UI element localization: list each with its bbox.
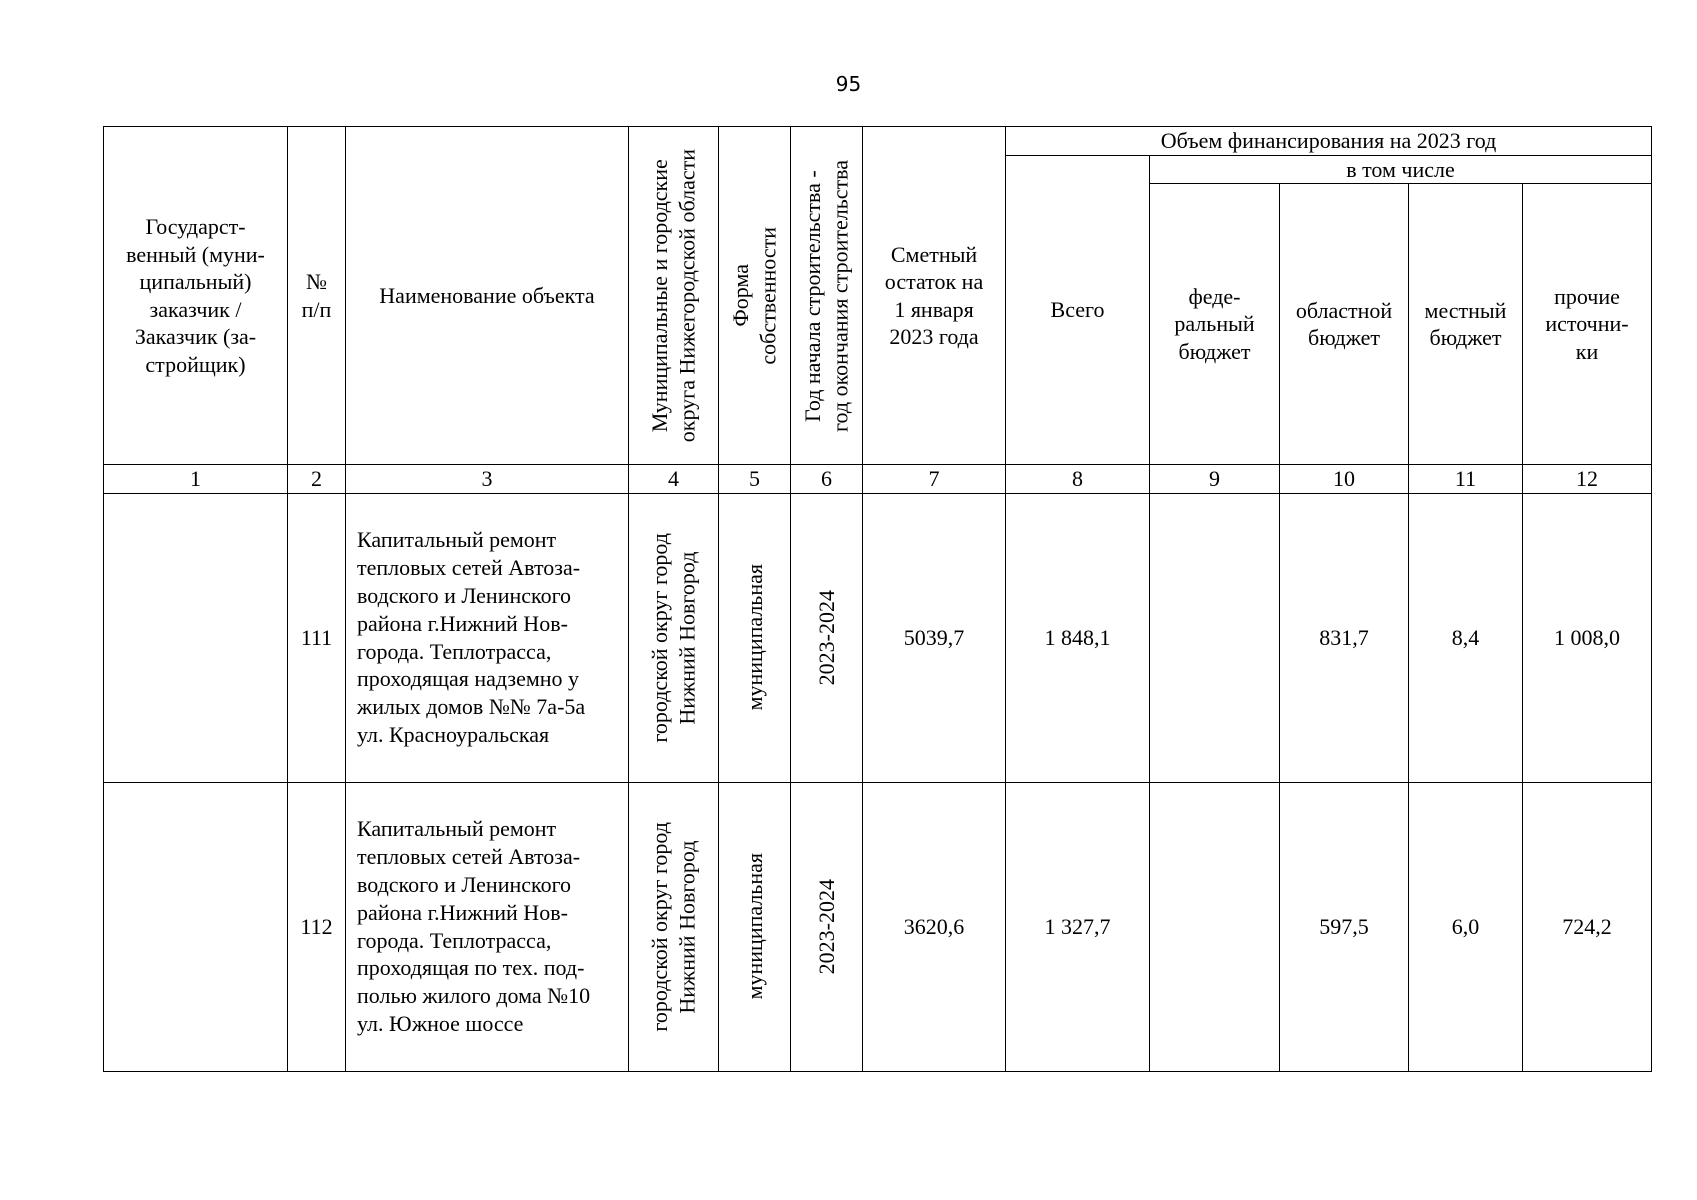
cell-other: 724,2 [1523,782,1652,1071]
header-federal: феде- ральный бюджет [1150,184,1280,465]
financing-table [103,126,1652,1072]
cell-years [791,782,863,1071]
header-customer: Государст- венный (муни- ципальный) заказчик / Заказчик (за- стройщик) [104,127,288,465]
cell-estimate: 3620,6 [863,782,1006,1071]
cell-regional: 597,5 [1280,782,1409,1071]
cell-ownership-text: муниципальная [741,564,767,711]
column-number: 3 [346,465,629,494]
cell-municipality [629,493,719,782]
header-number: № п/п [288,127,346,465]
table-row [104,493,1652,782]
header-row [104,127,1652,156]
cell-customer [104,782,288,1071]
header-other: прочие источни- ки [1523,184,1652,465]
cell-ownership [719,493,791,782]
cell-customer [104,493,288,782]
cell-years-text: 2023-2024 [813,589,839,686]
header-years-text: Год начала строительства - год окончания строительства [800,159,853,432]
cell-municipality-text: городской округ город Нижний Новгород [647,821,700,1032]
cell-municipality-text: городской округ город Нижний Новгород [647,532,700,743]
cell-years-text: 2023-2024 [813,878,839,975]
cell-ownership [719,782,791,1071]
cell-estimate: 5039,7 [863,493,1006,782]
cell-total: 1 848,1 [1006,493,1150,782]
cell-federal [1150,782,1280,1071]
column-numbers-row [104,465,1652,494]
cell-object-name: Капитальный ремонт тепловых сетей Автоза- водского и Ленинского района г.Нижний Нов- города. Теплотрасса, проходящая надземно у жилых домов №№ 7а-5а ул. Красноуральская [346,493,629,782]
header-total: Всего [1006,155,1150,465]
page-number: 95 [835,72,862,96]
column-number: 4 [629,465,719,494]
header-regional: областной бюджет [1280,184,1409,465]
cell-local: 8,4 [1409,493,1523,782]
header-local: местный бюджет [1409,184,1523,465]
table-row [104,782,1652,1071]
cell-other: 1 008,0 [1523,493,1652,782]
header-funding-group: Объем финансирования на 2023 год [1006,127,1652,156]
column-number: 10 [1280,465,1409,494]
cell-municipality [629,782,719,1071]
column-number: 1 [104,465,288,494]
header-object-name: Наименование объекта [346,127,629,465]
header-including-group: в том числе [1150,155,1652,184]
cell-ownership-text: муниципальная [741,853,767,1000]
cell-federal [1150,493,1280,782]
header-ownership [719,127,791,465]
cell-number: 111 [288,493,346,782]
cell-years [791,493,863,782]
header-ownership-text: Форма собственности [728,226,781,365]
column-number: 6 [791,465,863,494]
column-number: 8 [1006,465,1150,494]
column-number: 11 [1409,465,1523,494]
column-number: 5 [719,465,791,494]
header-estimate: Сметный остаток на 1 января 2023 года [863,127,1006,465]
column-number: 9 [1150,465,1280,494]
cell-number: 112 [288,782,346,1071]
column-number: 2 [288,465,346,494]
header-years [791,127,863,465]
cell-regional: 831,7 [1280,493,1409,782]
column-number: 12 [1523,465,1652,494]
header-municipality-text: Муниципальные и городские округа Нижегородской области [647,148,700,443]
cell-total: 1 327,7 [1006,782,1150,1071]
header-municipality [629,127,719,465]
cell-object-name: Капитальный ремонт тепловых сетей Автоза- водского и Ленинского района г.Нижний Нов- города. Теплотрасса, проходящая по тех. под- полью жилого дома №10 ул. Южное шоссе [346,782,629,1071]
cell-local: 6,0 [1409,782,1523,1071]
column-number: 7 [863,465,1006,494]
